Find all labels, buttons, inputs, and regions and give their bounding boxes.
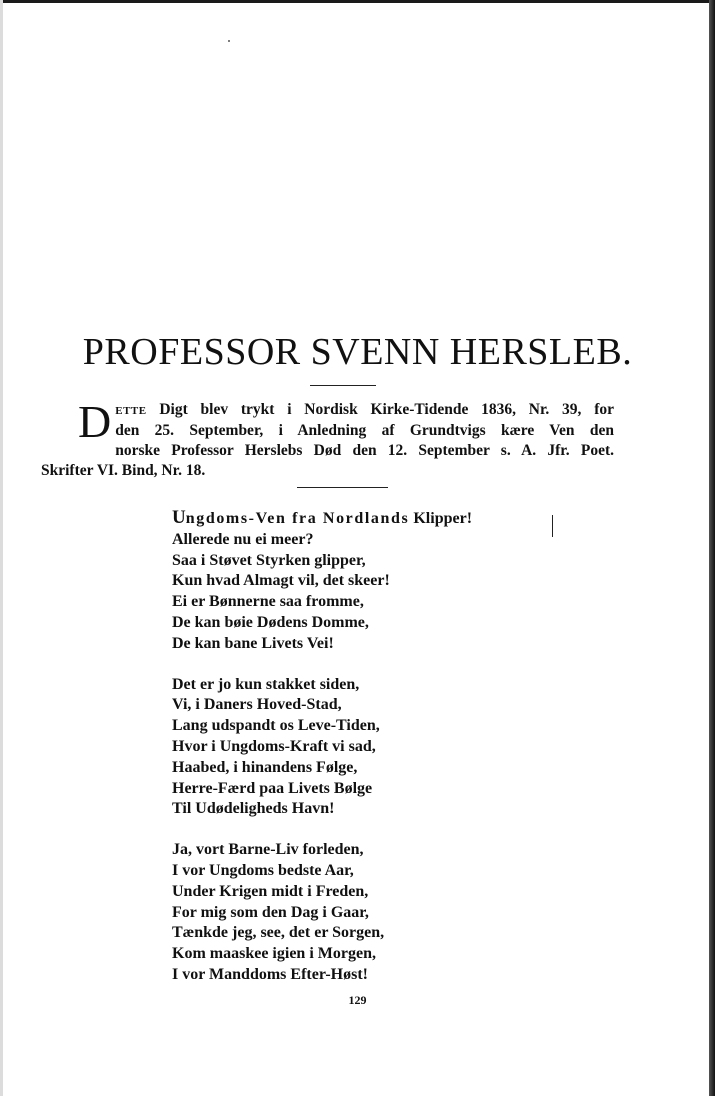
- poem-line: Ei er Bønnerne saa fromme,: [172, 593, 364, 611]
- poem-line: Tænkde jeg, see, det er Sorgen,: [172, 924, 385, 942]
- poem: [172, 508, 572, 1006]
- poem-line: Kun hvad Almagt vil, det skeer!: [172, 572, 390, 590]
- poem-line: Det er jo kun stakket siden,: [172, 675, 360, 693]
- poem-line: De kan bøie Dødens Domme,: [172, 613, 369, 631]
- poem-line: Kom maaskee igien i Morgen,: [172, 945, 376, 963]
- intro-line: norske Professor Herslebs Død den 12. September s. A. Jfr. Poet.: [115, 442, 614, 459]
- page-edge-top: [0, 0, 715, 3]
- drop-cap: D: [78, 396, 112, 447]
- page-edge-right: [709, 0, 715, 1096]
- poem-spaced-opening: ngdoms-Ven fra Nordlands: [185, 510, 410, 527]
- poem-line: Allerede nu ei meer?: [172, 530, 314, 548]
- poem-line: I vor Ungdoms bedste Aar,: [172, 861, 354, 879]
- page-number: 129: [348, 993, 367, 1007]
- poem-line: Herre-Færd paa Livets Bølge: [172, 779, 373, 797]
- stanza-1: [172, 508, 572, 655]
- poem-line: I vor Manddoms Efter-Høst!: [172, 965, 368, 983]
- intro-paragraph: [41, 396, 614, 481]
- poem-line: Ja, vort Barne-Liv forleden,: [172, 841, 364, 859]
- poem-line: Vi, i Daners Hoved-Stad,: [172, 696, 342, 714]
- intro-small-caps: ETTE: [115, 405, 147, 417]
- poem-line: Haabed, i hinandens Følge,: [172, 758, 358, 776]
- page-title: PROFESSOR SVENN HERSLEB.: [82, 331, 633, 373]
- intro-line: den 25. September, i Anledning af Grundtvigs kære Ven den: [115, 422, 614, 439]
- poem-line: Saa i Støvet Styrken glipper,: [172, 551, 366, 569]
- poem-line: For mig som den Dag i Gaar,: [172, 903, 369, 921]
- page-edge-left: [0, 0, 3, 1096]
- intro-line: Skrifter VI. Bind, Nr. 18.: [41, 462, 206, 479]
- intro-divider: [297, 487, 388, 488]
- paper-speck: [228, 40, 230, 42]
- poem-line: De kan bane Livets Vei!: [172, 634, 334, 652]
- poem-line: Under Krigen midt i Freden,: [172, 882, 369, 900]
- stanza-3: [172, 840, 572, 986]
- poem-line: [172, 508, 572, 530]
- stanza-2: [172, 675, 572, 821]
- poem-first-letter: U: [172, 507, 186, 528]
- poem-line-rest: Klipper!: [409, 510, 473, 527]
- poem-line: Hvor i Ungdoms-Kraft vi sad,: [172, 737, 376, 755]
- title-divider: [310, 385, 376, 386]
- intro-line: [78, 400, 614, 421]
- intro-line-text: Digt blev trykt i Nordisk Kirke-Tidende 1836, Nr. 39, for: [146, 401, 614, 418]
- poem-line: Til Udødeligheds Havn!: [172, 800, 335, 818]
- poem-line: Lang udspandt os Leve-Tiden,: [172, 717, 380, 735]
